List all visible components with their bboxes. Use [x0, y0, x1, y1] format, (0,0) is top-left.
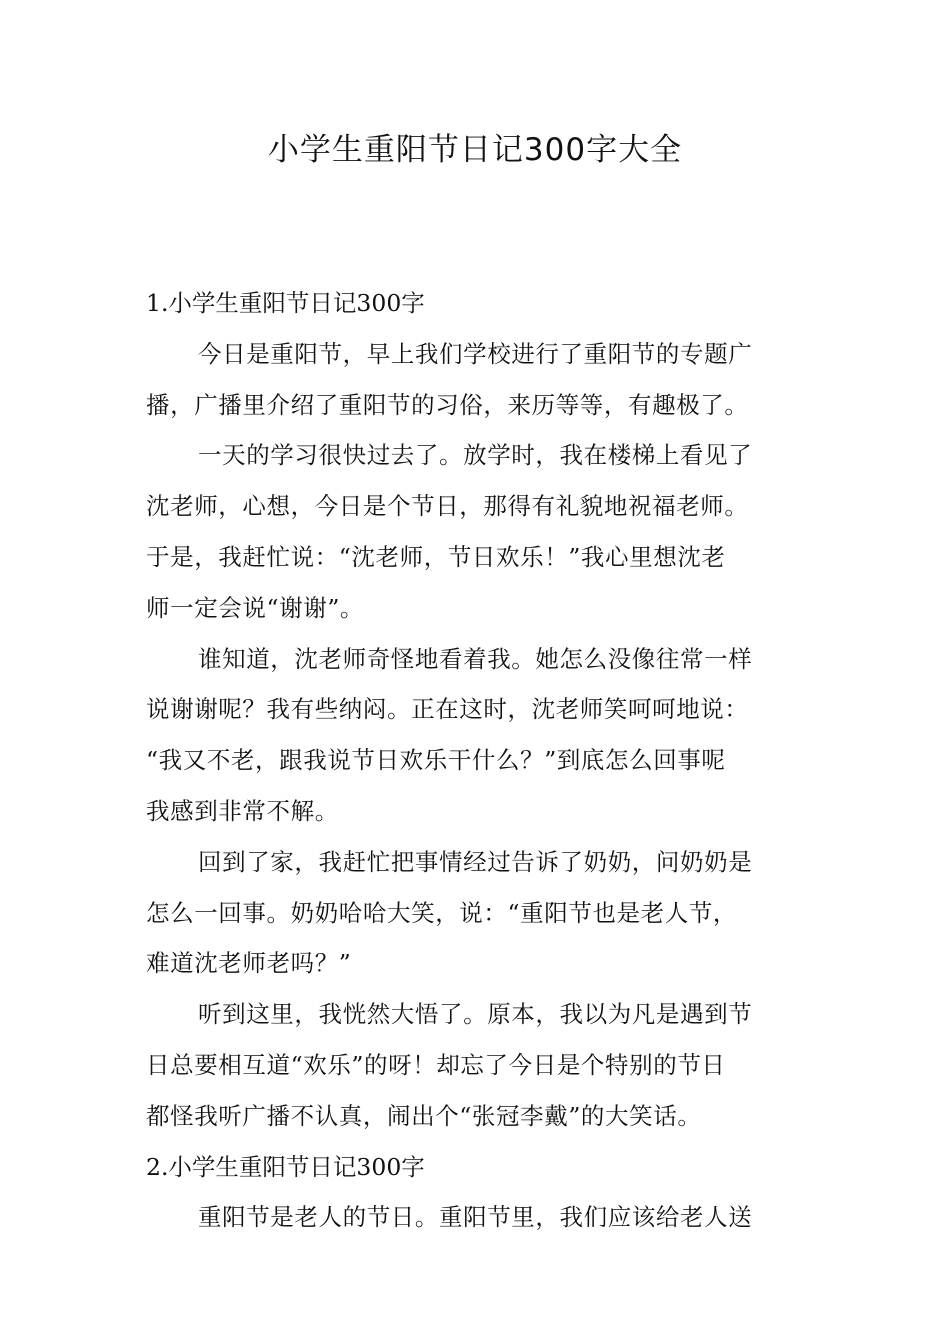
paragraph-line: 回到了家，我赶忙把事情经过告诉了奶奶，问奶奶是 — [198, 847, 753, 876]
paragraph-line: 师一定会说“谢谢”。 — [146, 593, 365, 622]
paragraph-line: 重阳节是老人的节日。重阳节里，我们应该给老人送 — [198, 1203, 753, 1232]
document-title: 小学生重阳节日记300字大全 — [267, 132, 683, 168]
paragraph-line: 日总要相互道“欢乐”的呀！却忘了今日是个特别的节日 — [146, 1050, 726, 1079]
paragraph-line: 我感到非常不解。 — [146, 796, 339, 825]
paragraph-line: 沈老师，心想，今日是个节日，那得有礼貌地祝福老师。 — [146, 492, 749, 521]
paragraph-line: 听到这里，我恍然大悟了。原本，我以为凡是遇到节 — [198, 1000, 753, 1029]
paragraph-line: 一天的学习很快过去了。放学时，我在楼梯上看见了 — [198, 441, 753, 470]
paragraph-line: 今日是重阳节，早上我们学校进行了重阳节的专题广 — [198, 339, 753, 368]
paragraph-line: 说谢谢呢？我有些纳闷。正在这时，沈老师笑呵呵地说： — [146, 695, 749, 724]
paragraph-line: 于是，我赶忙说：“沈老师，节日欢乐！”我心里想沈老 — [146, 542, 726, 571]
document-body — [146, 278, 806, 1243]
paragraph-line: “我又不老，跟我说节日欢乐干什么？”到底怎么回事呢 — [146, 746, 726, 775]
section-heading-2: 2.小学生重阳节日记300字 — [146, 1152, 425, 1181]
paragraph-line: 难道沈老师老吗？” — [146, 949, 352, 978]
section-heading-1: 1.小学生重阳节日记300字 — [146, 289, 425, 317]
paragraph-line: 谁知道，沈老师奇怪地看着我。她怎么没像往常一样 — [198, 644, 753, 673]
paragraph-line: 都怪我听广播不认真，闹出个“张冠李戴”的大笑话。 — [146, 1101, 702, 1130]
paragraph-line: 播，广播里介绍了重阳节的习俗，来历等等，有趣极了。 — [146, 390, 749, 419]
paragraph-line: 怎么一回事。奶奶哈哈大笑，说：“重阳节也是老人节， — [146, 898, 738, 927]
